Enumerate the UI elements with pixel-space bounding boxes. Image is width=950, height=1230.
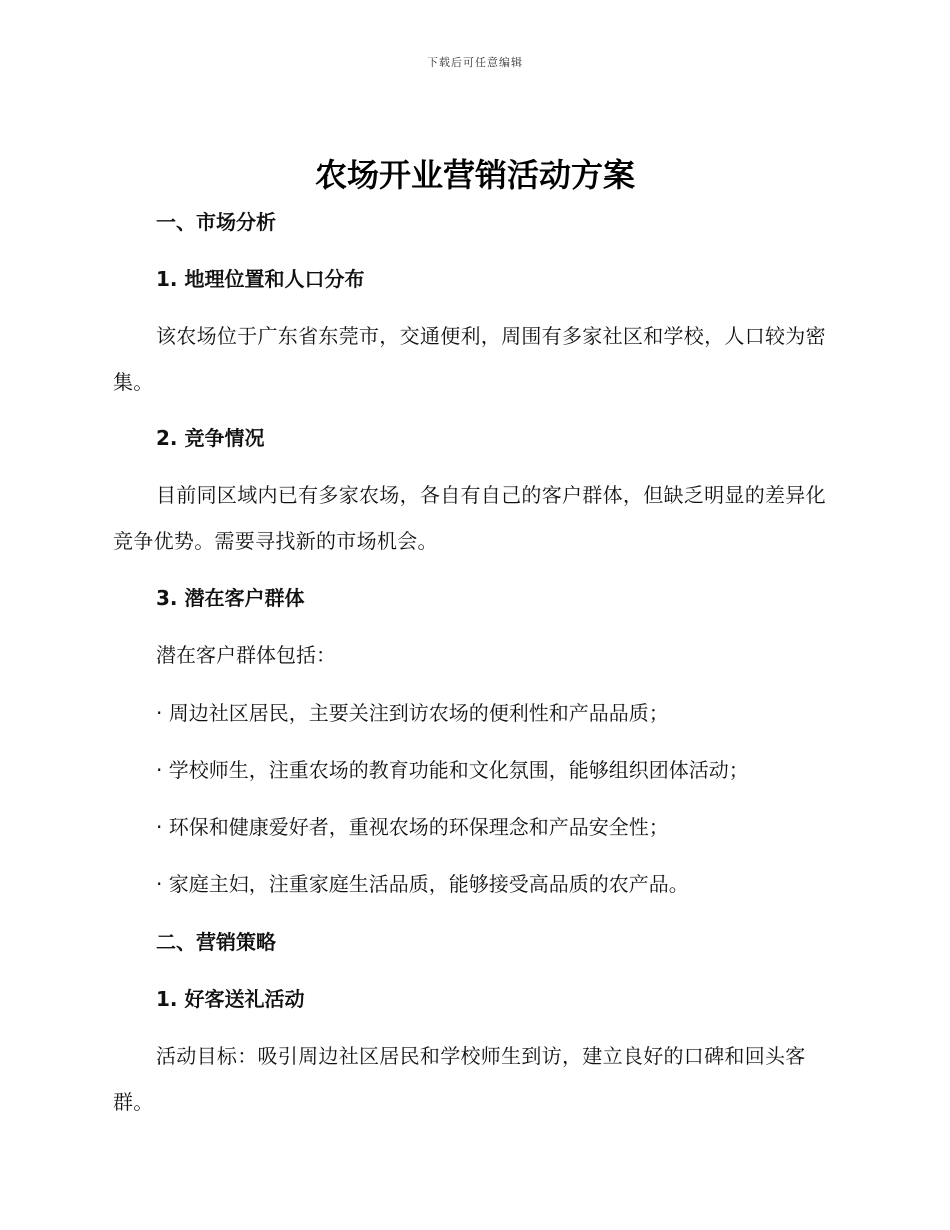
list-item: · 学校师生，注重农场的教育功能和文化氛围，能够组织团体活动； xyxy=(156,758,749,782)
subheading-geography: 1. 地理位置和人口分布 xyxy=(156,267,365,291)
paragraph-geography: 该农场位于广东省东莞市，交通便利，周围有多家社区和学校，人口较为密集。 xyxy=(113,324,826,394)
list-item: · 环保和健康爱好者，重视农场的环保理念和产品安全性； xyxy=(156,815,669,839)
subheading-competition: 2. 竞争情况 xyxy=(156,426,265,450)
paragraph-activity-goal: 活动目标：吸引周边社区居民和学校师生到访，建立良好的口碑和回头客群。 xyxy=(113,1044,806,1114)
list-item: · 周边社区居民，主要关注到访农场的便利性和产品品质； xyxy=(156,701,669,725)
section-heading-marketing-strategy: 二、营销策略 xyxy=(156,930,276,954)
subheading-gift-activity: 1. 好客送礼活动 xyxy=(156,987,305,1011)
subheading-potential-customers: 3. 潜在客户群体 xyxy=(156,586,305,610)
document-title: 农场开业营销活动方案 xyxy=(314,156,635,194)
list-item: · 家庭主妇，注重家庭生活品质，能够接受高品质的农产品。 xyxy=(156,872,689,896)
section-heading-market-analysis: 一、市场分析 xyxy=(156,210,276,234)
paragraph-customers-intro: 潜在客户群体包括： xyxy=(156,643,336,667)
paragraph-competition: 目前同区域内已有多家农场，各自有自己的客户群体，但缺乏明显的差异化竞争优势。需要寻找新的市场机会。 xyxy=(113,483,826,553)
header-note: 下载后可任意编辑 xyxy=(427,56,523,69)
